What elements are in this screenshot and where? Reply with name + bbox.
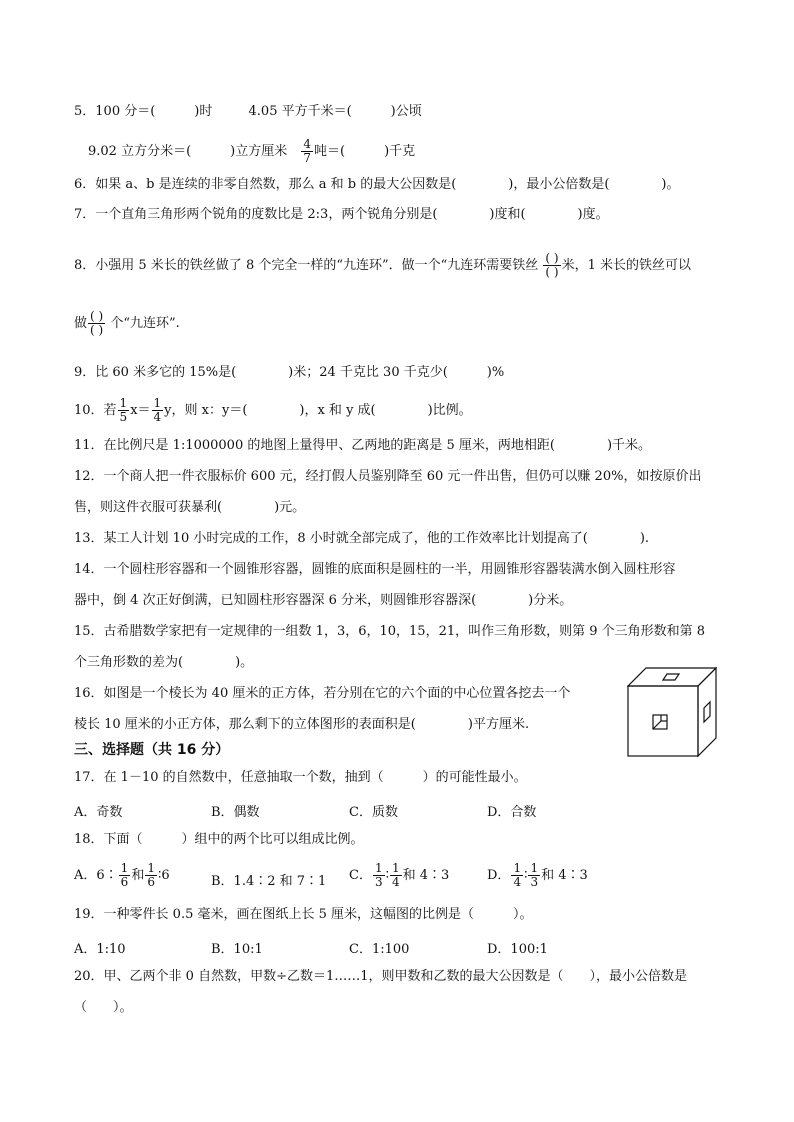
q10 [74,397,472,424]
q10-fraction-2: $\frac{1}{4}$ [153,396,162,424]
cube-right-hole [704,702,710,722]
q8-line2 [74,310,180,337]
q10-text-c: y，则 x：y＝( )，x 和 y 成( )比例。 [164,403,472,418]
q5-line1 [74,104,422,120]
q10-fraction-1: $\frac{1}{5}$ [119,396,128,424]
q14-line1: 14．一个圆柱形容器和一个圆锥形容器，圆锥的底面积是圆柱的一半，用圆锥形容器装满水倒入圆柱形容 [74,562,676,577]
q18-stem: 18．下面（ ）组中的两个比可以组成比例。 [74,832,364,847]
q9: 9．比 60 米多它的 15%是( )米；24 千克比 30 千克少( )% [74,365,505,380]
q10-text-a: 10．若 [74,403,117,418]
q20-line2: （ ）。 [74,1000,133,1015]
q6: 6．如果 a、b 是连续的非零自然数，那么 a 和 b 的最大公因数是( )，最小公倍数是( )。 [74,177,680,192]
q14-line2: 器中，倒 4 次正好倒满，已知圆柱形容器深 6 分米，则圆锥形容器深( )分米。 [74,593,573,608]
q12-line2: 售，则这件衣服可获暴利( )元。 [74,500,306,515]
q19-stem: 19．一种零件长 0.5 毫米，画在图纸上长 5 厘米，这幅图的比例是（ ）。 [74,907,533,922]
cube-top-face [628,668,716,686]
q16-line2: 棱长 10 厘米的小正方体，那么剩下的立体图形的表面积是( )平方厘米. [74,717,530,732]
q17-option-b: B．偶数 [211,805,260,820]
q17-option-c: C．质数 [349,805,398,820]
cube-top-hole [663,674,679,680]
q17-stem: 17．在 1－10 的自然数中，任意抽取一个数，抽到（ ）的可能性最小。 [74,770,527,785]
q20-line1: 20．甲、乙两个非 0 自然数，甲数÷乙数＝1……1，则甲数和乙数的最大公因数是（ ），最小公倍数是 [74,969,688,984]
q10-text-b: x＝ [130,403,151,418]
q5-part-b: 4.05 平方千米＝( )公顷 [248,104,422,119]
q17-option-a: A．奇数 [74,805,123,820]
q19-option-a: A．1:10 [74,942,126,957]
q8-line1 [74,252,691,279]
q8-text-b: 米，1 米长的铁丝可以 [561,258,692,273]
q11: 11．在比例尺是 1:1000000 的地图上量得甲、乙两地的距离是 5 厘米，两地相距( )千米。 [74,438,652,453]
q5-part-d: 吨＝( )千克 [314,144,416,159]
q8-fraction-2: $\frac{( )}{( )}$ [90,309,104,337]
q15-line2: 个三角形数的差为( )。 [74,655,254,670]
q18-option-c: C． $\frac{1}{3}$ ∶ $\frac{1}{4}$ 和 4∶3 [349,861,450,889]
q18-option-a: A．6∶ $\frac{1}{6}$ 和 $\frac{1}{6}$ ∶6 [74,861,170,889]
section-3-heading: 三、选择题（共 16 分） [74,742,230,758]
q15-line1: 15．古希腊数学家把有一定规律的一组数 1，3，6，10，15，21，叫作三角形数，则第 9 个三角形数和第 8 [74,624,706,639]
q8-text-d: 个“九连环”. [110,316,180,331]
q18-option-d: D． $\frac{1}{4}$ ∶ $\frac{1}{3}$ 和 4∶3 [487,861,588,889]
q5-fraction: $\frac{4}{7}$ [303,137,312,165]
q19-option-c: C．1:100 [349,942,410,957]
cube-figure [627,667,717,759]
q5-part-c: 9.02 立方分米＝( )立方厘米 [88,144,288,159]
q19-option-b: B．10:1 [211,942,263,957]
cube-right-face [698,668,716,756]
q8-text-c: 做 [74,316,88,331]
q5-part-a: 5．100 分＝( )时 [74,104,213,119]
q5-line2 [88,138,415,165]
q17-option-d: D．合数 [487,805,537,820]
q8-fraction-1: $\frac{( )}{( )}$ [545,251,559,279]
q16-line1: 16．如图是一个棱长为 40 厘米的正方体，若分别在它的六个面的中心位置各挖去一个 [74,686,571,701]
q13: 13．某工人计划 10 小时完成的工作，8 小时就全部完成了，他的工作效率比计划提高了( ). [74,531,650,546]
q12-line1: 12．一个商人把一件衣服标价 600 元，经打假人员鉴别降至 60 元一件出售，但仍可以赚 20%，如按原价出 [74,469,702,484]
q8-text-a: 8．小强用 5 米长的铁丝做了 8 个完全一样的“九连环”．做一个“九连环需要铁丝 [74,258,539,273]
q7: 7．一个直角三角形两个锐角的度数比是 2:3，两个锐角分别是( )度和( )度。 [74,207,609,222]
q19-option-d: D．100:1 [487,942,548,957]
q18-option-b: B．1.4∶2 和 7∶1 [211,874,327,889]
